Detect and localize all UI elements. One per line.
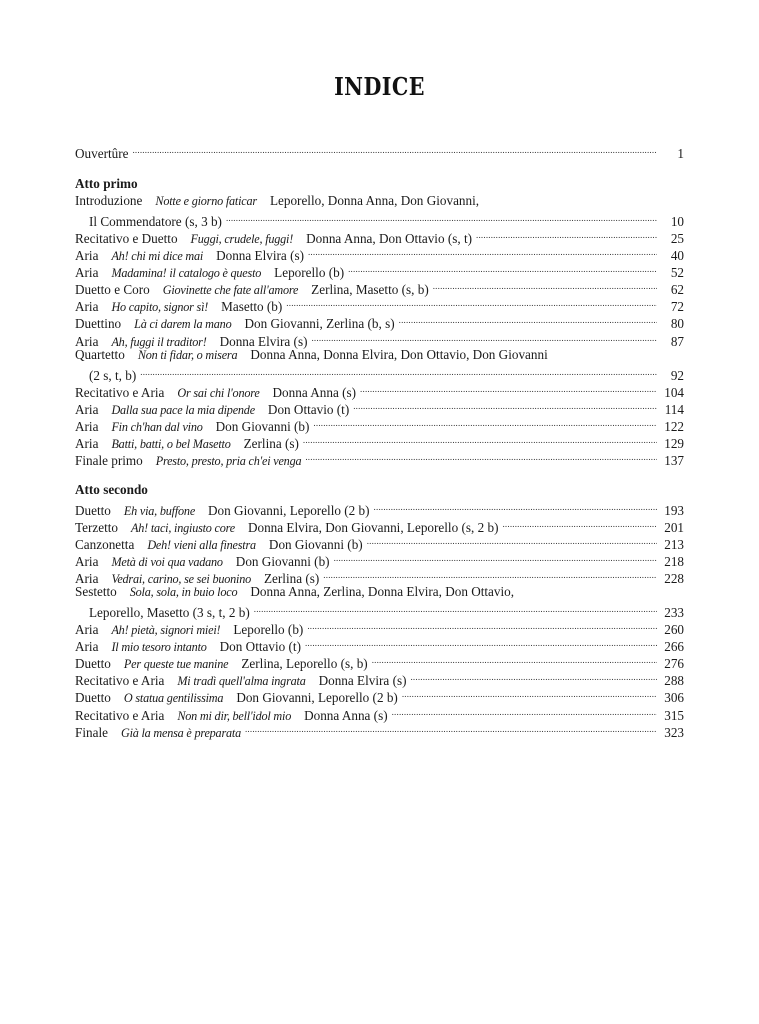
entry-characters: Donna Elvira, Don Giovanni, Leporello (s, 2 b) (247, 519, 499, 535)
act-section (75, 175, 684, 468)
entry-genre: Terzetto (75, 519, 119, 535)
entry-characters: Don Ottavio (t) (267, 401, 350, 417)
page-number: 122 (664, 418, 684, 434)
page-number: 40 (670, 248, 684, 264)
dot-leader (360, 380, 657, 397)
entry-incipit: Il mio tesoro intanto (111, 640, 207, 655)
page-number: 10 (670, 214, 684, 230)
entry-genre: Sestetto (75, 584, 117, 600)
entry-characters: Leporello, Donna Anna, Don Giovanni, (269, 193, 480, 209)
page-number: 104 (664, 384, 684, 400)
entry-genre: Aria (75, 435, 99, 451)
entry-characters: Zerlina, Leporello (s, b) (241, 656, 368, 672)
entry-genre: Aria (75, 554, 99, 570)
toc-entry[interactable] (75, 720, 684, 740)
dot-leader (132, 141, 657, 158)
page-number: 129 (664, 435, 684, 451)
toc-entry-continuation[interactable] (75, 209, 684, 230)
page-number: 218 (664, 554, 684, 570)
entry-incipit: Non ti fidar, o misera (137, 347, 238, 362)
entry-incipit: Ah! taci, ingiusto core (131, 520, 235, 535)
entry-characters: Zerlina (s) (264, 571, 320, 587)
toc-entry[interactable] (75, 192, 684, 209)
page-number: 266 (664, 639, 684, 655)
page-number: 114 (664, 401, 684, 417)
page-number: 276 (664, 656, 684, 672)
page-number: 288 (664, 673, 684, 689)
page-number: 52 (670, 265, 684, 281)
entry-characters: Don Giovanni, Leporello (2 b) (208, 502, 370, 518)
page-number: 72 (670, 299, 684, 315)
entry-incipit: Là ci darem la mano (134, 317, 232, 332)
toc-entry[interactable] (75, 380, 684, 400)
page-number: 137 (664, 452, 684, 468)
dot-leader (308, 243, 657, 260)
entry-genre: Aria (75, 265, 99, 281)
entry-incipit: Ah! chi mi dice mai (111, 249, 204, 264)
dot-leader (286, 294, 657, 311)
entry-genre: Aria (75, 571, 99, 587)
dot-leader (307, 617, 657, 634)
dot-leader (305, 634, 657, 651)
toc-entry[interactable] (75, 498, 684, 518)
entry-characters: Donna Anna (s) (272, 384, 357, 400)
entry-characters: Zerlina (s) (243, 435, 299, 451)
page-number: 87 (670, 333, 684, 349)
page-title: INDICE (334, 72, 425, 101)
toc-entry-continuation[interactable] (75, 363, 684, 383)
entry-incipit: Madamina! il catalogo è questo (111, 266, 262, 281)
act-heading: Atto secondo (75, 481, 148, 497)
dot-leader (313, 414, 657, 431)
entry-characters: Donna Elvira (s) (216, 248, 304, 264)
page-number: 323 (664, 724, 684, 740)
table-of-contents (75, 141, 684, 740)
entry-characters: Leporello (b) (274, 265, 345, 281)
toc-entry[interactable] (75, 583, 684, 600)
entry-characters-continued: (2 s, t, b) (89, 367, 137, 383)
entry-characters-continued: Il Commendatore (s, 3 b) (89, 214, 222, 230)
entry-incipit: Dalla sua pace la mia dipende (111, 402, 255, 417)
entry-genre: Recitativo e Aria (75, 384, 165, 400)
page-number: 260 (664, 622, 684, 638)
spacer (75, 158, 684, 175)
entry-genre: Aria (75, 639, 99, 655)
entry-characters: Donna Anna, Donna Elvira, Don Ottavio, Don Giovanni (250, 346, 548, 362)
dot-leader (323, 566, 657, 583)
page-number: 306 (664, 690, 684, 706)
page-number: 315 (664, 707, 684, 723)
entry-characters: Masetto (b) (221, 299, 283, 315)
entry-genre: Aria (75, 248, 99, 264)
dot-leader (303, 431, 657, 448)
dot-leader (392, 702, 657, 719)
act-heading: Atto primo (75, 176, 138, 192)
entry-genre: Aria (75, 418, 99, 434)
page-number: 80 (670, 316, 684, 332)
toc-entry-continuation[interactable] (75, 600, 684, 621)
entry-characters: Don Giovanni, Zerlina (b, s) (244, 316, 395, 332)
dot-leader (502, 515, 657, 532)
entry-genre: Aria (75, 299, 99, 315)
toc-entry[interactable] (75, 397, 684, 417)
entry-genre: Finale primo (75, 452, 143, 468)
entry-genre: Quartetto (75, 346, 125, 362)
dot-leader (476, 226, 657, 243)
entry-characters-continued: Leporello, Masetto (3 s, t, 2 b) (89, 605, 250, 621)
entry-genre: Duetto e Coro (75, 282, 150, 298)
entry-incipit: Fuggi, crudele, fuggi! (190, 232, 294, 247)
entry-incipit: Ah, fuggi il traditor! (111, 334, 207, 349)
entry-incipit: Metà di voi qua vadano (111, 555, 223, 570)
page-number: 193 (664, 502, 684, 518)
entry-characters: Don Ottavio (t) (219, 639, 301, 655)
page-number: 233 (664, 605, 684, 621)
dot-leader (367, 532, 657, 549)
entry-incipit: Eh via, buffone (123, 503, 196, 518)
entry-incipit: O statua gentilissima (123, 691, 224, 706)
entry-characters: Donna Anna, Don Ottavio (s, t) (306, 231, 473, 247)
entry-incipit: Deh! vieni alla finestra (147, 538, 256, 553)
page-number: 213 (664, 537, 684, 553)
entry-genre: Recitativo e Aria (75, 707, 165, 723)
entry-label: Ouvertûre (75, 146, 129, 162)
entry-characters: Donna Anna, Zerlina, Donna Elvira, Don Ottavio, (250, 584, 515, 600)
entry-characters: Donna Elvira (s) (318, 673, 407, 689)
entry-genre: Introduzione (75, 193, 143, 209)
dot-leader (226, 209, 657, 226)
entry-incipit: Notte e giorno faticar (155, 194, 257, 209)
page-number: 62 (670, 282, 684, 298)
dot-leader (410, 668, 657, 685)
entry-incipit: Batti, batti, o bel Masetto (111, 436, 231, 451)
entry-incipit: Giovinette che fate all'amore (162, 283, 299, 298)
entry-incipit: Or sai chi l'onore (177, 385, 260, 400)
dot-leader (334, 549, 657, 566)
toc-entry-overture[interactable] (75, 141, 684, 162)
entry-incipit: Ho capito, signor sì! (111, 300, 209, 315)
acts-container (75, 175, 684, 740)
entry-characters: Donna Anna (s) (304, 707, 388, 723)
page-number: 201 (664, 519, 684, 535)
entry-genre: Finale (75, 724, 108, 740)
entry-incipit: Mi tradì quell'alma ingrata (177, 674, 306, 689)
entry-characters: Leporello (b) (233, 622, 304, 638)
toc-entry[interactable] (75, 346, 684, 363)
dot-leader (305, 448, 657, 465)
entry-characters: Don Giovanni (b) (215, 418, 310, 434)
dot-leader (402, 685, 657, 702)
entry-incipit: Presto, presto, pria ch'ei venga (155, 453, 302, 468)
page-number: 1 (677, 146, 684, 162)
entry-genre: Aria (75, 622, 99, 638)
entry-incipit: Ah! pietà, signori miei! (111, 623, 221, 638)
dot-leader (140, 363, 657, 380)
entry-genre: Canzonetta (75, 537, 135, 553)
entry-characters: Don Giovanni, Leporello (2 b) (236, 690, 398, 706)
page-number: 228 (664, 571, 684, 587)
entry-genre: Aria (75, 333, 99, 349)
entry-incipit: Vedrai, carino, se sei buonino (111, 572, 251, 587)
entry-incipit: Non mi dir, bell'idol mio (177, 708, 292, 723)
entry-incipit: Per queste tue manine (123, 657, 229, 672)
dot-leader (399, 311, 657, 328)
entry-characters: Don Giovanni (b) (268, 537, 363, 553)
dot-leader (353, 397, 657, 414)
dot-leader (254, 600, 657, 617)
entry-characters: Don Giovanni (b) (235, 554, 330, 570)
page-number: 92 (670, 367, 684, 383)
page-number: 25 (670, 231, 684, 247)
dot-leader (245, 720, 657, 737)
entry-genre: Duetto (75, 502, 111, 518)
dot-leader (433, 277, 657, 294)
entry-genre: Duetto (75, 690, 111, 706)
entry-genre: Duetto (75, 656, 111, 672)
entry-characters: Donna Elvira (s) (219, 333, 308, 349)
entry-incipit: Fin ch'han dal vino (111, 419, 203, 434)
entry-genre: Duettino (75, 316, 122, 332)
entry-incipit: Già la mensa è preparata (120, 725, 241, 740)
dot-leader (311, 328, 657, 345)
dot-leader (348, 260, 657, 277)
entry-incipit: Sola, sola, in buio loco (129, 585, 238, 600)
act-section (75, 481, 684, 740)
entry-genre: Aria (75, 401, 99, 417)
entry-genre: Recitativo e Aria (75, 673, 165, 689)
entry-characters: Zerlina, Masetto (s, b) (311, 282, 429, 298)
entry-genre: Recitativo e Duetto (75, 231, 178, 247)
dot-leader (372, 651, 657, 668)
dot-leader (374, 498, 657, 515)
